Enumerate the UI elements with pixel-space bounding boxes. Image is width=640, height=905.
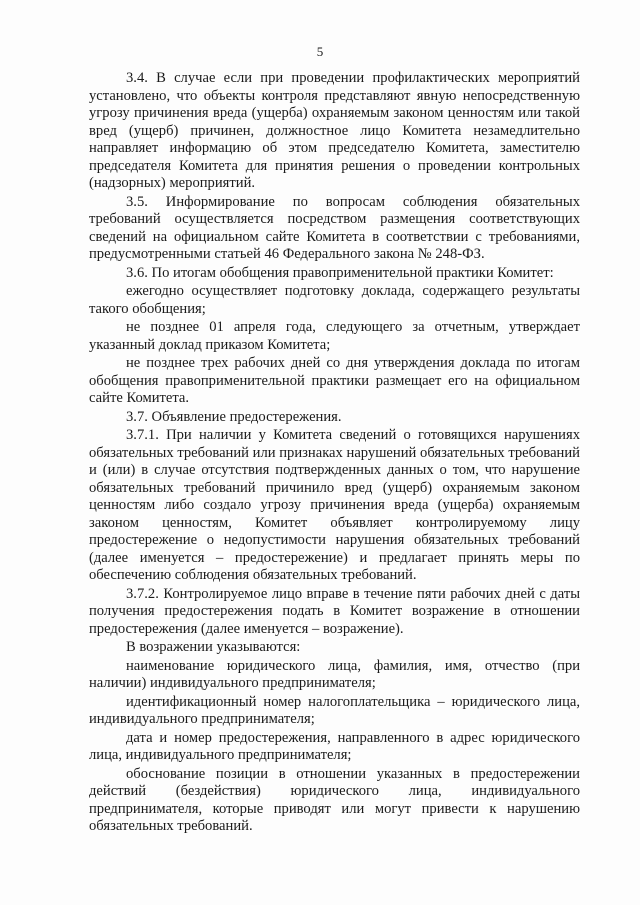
paragraph-3-7-2: 3.7.2. Контролируемое лицо вправе в течение пяти рабочих дней с даты получения предостережения подать в Комитет возражение в отношении предостережения (далее именуется – возражение). <box>89 585 580 637</box>
paragraph-3-7: 3.7. Объявление предостережения. <box>126 408 342 425</box>
paragraph-3-4: 3.4. В случае если при проведении профилактических мероприятий установлено, что объекты контроля представляют явную непосредственную угрозу причинения вреда (ущерба) охраняемым законом ценностям или такой вред (ущерб) причинен, должностное лицо Комитета незамедлительно направляет информацию об этом председателю Комитета, заместителю председателя Комитета для принятия решения о проведении контрольных (надзорных) мероприятий. <box>89 70 580 191</box>
paragraph-objection-item-1: наименование юридического лица, фамилия, имя, отчество (при наличии) индивидуального предпринимателя; <box>89 657 580 691</box>
paragraph-objection-item-4: обоснование позиции в отношении указанных в предостережении действий (бездействия) юридического лица, индивидуального предпринимателя, которые приводят или могут привести к нарушению обязательных требований. <box>89 765 580 834</box>
page-number: 5 <box>316 44 324 59</box>
paragraph-3-6-item-2: не позднее 01 апреля года, следующего за отчетным, утверждает указанный доклад приказом Комитета; <box>89 319 580 353</box>
document-body <box>89 70 580 837</box>
paragraph-objection-item-2: идентификационный номер налогоплательщика – юридического лица, индивидуального предпринимателя; <box>89 693 580 727</box>
paragraph-3-5: 3.5. Информирование по вопросам соблюдения обязательных требований осуществляется посредством размещения соответствующих сведений на официальном сайте Комитета в соответствии с требованиями, предусмотренными статьей 46 Федерального закона № 248-ФЗ. <box>89 193 580 262</box>
paragraph-objection-intro: В возражении указываются: <box>126 639 301 655</box>
paragraph-3-6-item-1: ежегодно осуществляет подготовку доклада, содержащего результаты такого обобщения; <box>89 283 580 317</box>
paragraph-objection-item-3: дата и номер предостережения, направленного в адрес юридического лица, индивидуального предпринимателя; <box>89 729 580 763</box>
paragraph-3-6-item-3: не позднее трех рабочих дней со дня утверждения доклада по итогам обобщения правоприменительной практики размещает его на официальном сайте Комитета. <box>89 355 580 406</box>
paragraph-3-7-1: 3.7.1. При наличии у Комитета сведений о готовящихся нарушениях обязательных требований или признаках нарушений обязательных требований и (или) в случае отсутствия подтвержденных данных о том, что нарушение обязательных требований причинило вред (ущерб) охраняемым законом ценностям либо создало угрозу причинения вреда (ущерба) охраняемым законом ценностям, Комитет объявляет контролируемому лицу предостережение о недопустимости нарушения обязательных требований (далее именуется – предостережение) и предлагает принять меры по обеспечению соблюдения обязательных требований. <box>89 427 580 583</box>
paragraph-3-6: 3.6. По итогам обобщения правоприменительной практики Комитет: <box>126 264 554 281</box>
